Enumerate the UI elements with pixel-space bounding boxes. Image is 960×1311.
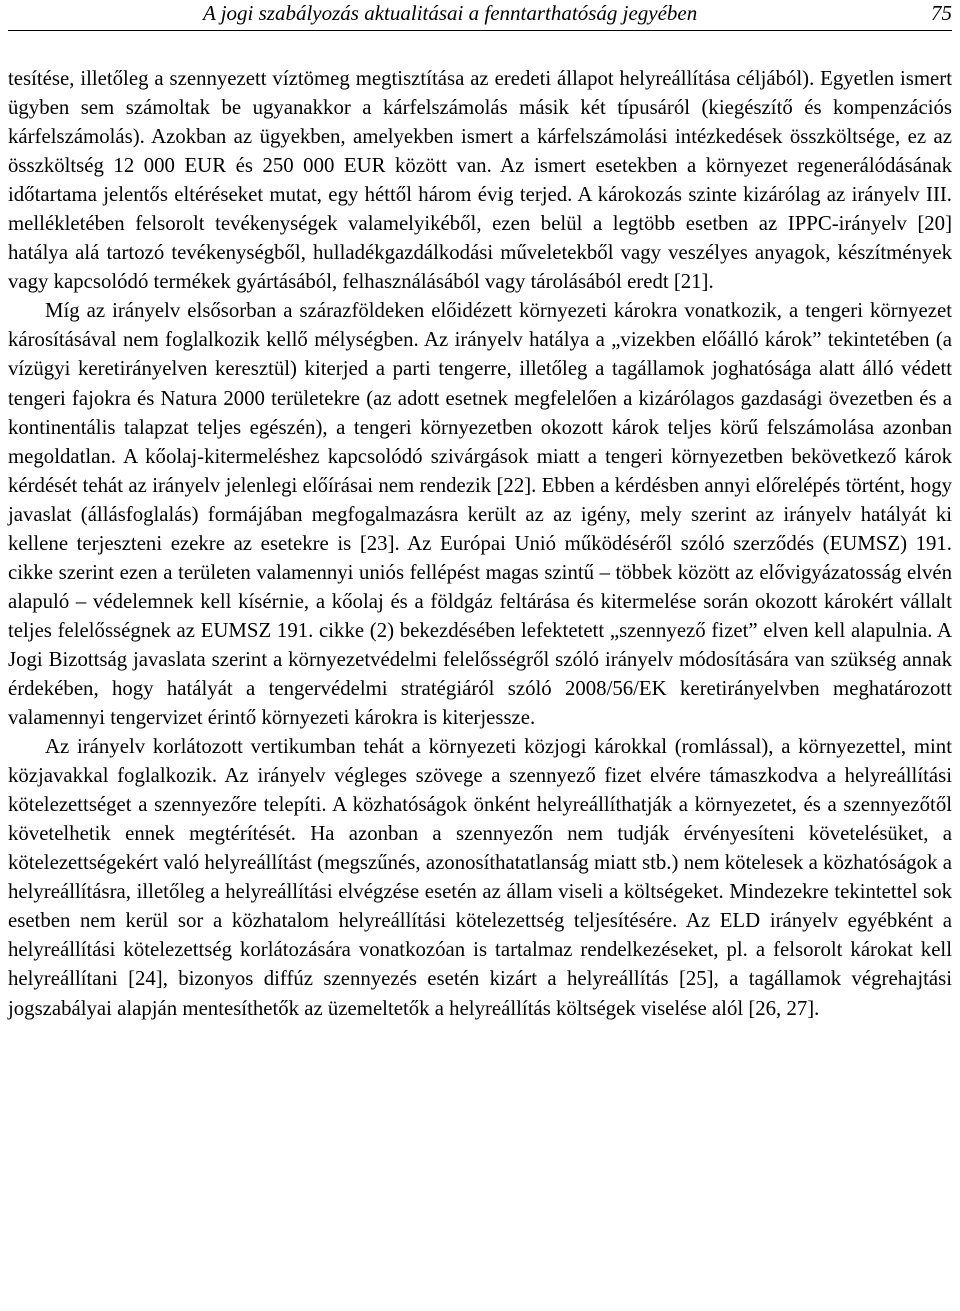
page-number: 75 xyxy=(931,1,952,25)
body-text xyxy=(8,64,952,1023)
running-header xyxy=(8,0,952,26)
header-title: A jogi szabályozás aktualitásai a fenntarthatóság jegyében xyxy=(203,1,698,25)
paragraph: Az irányelv korlátozott vertikumban tehát a környezeti közjogi károkkal (romlással), a környezettel, mint közjavakkal foglalkozik. Az irányelv végleges szövege a szennyező fizet elvére támaszkodva a helyreállítási kötelezettséget a szennyezőre telepíti. A közhatóságok önként helyreállíthatják a környezetet, és a szennyezőtől követelhetik ennek megtérítését. Ha azonban a szennyezőn nem tudják érvényesíteni követelésüket, a kötelezettségekért való helyreállítást (megszűnés, azonosíthatatlanság miatt stb.) nem kötelesek a közhatóságok a helyreállításra, illetőleg a helyreállítási elvégzése esetén az állam viseli a költségeket. Mindezekre tekintettel sok esetben nem kerül sor a közhatalom helyreállítási kötelezettség teljesítésére. Az ELD irányelv egyébként a helyreállítási kötelezettség korlátozására vonatkozóan is tartalmaz rendelkezéseket, pl. a felsorolt károkat kell helyreállítani [24], bizonyos diffúz szennyezés esetén kizárt a helyreállítás [25], a tagállamok végrehajtási jogszabályai alapján mentesíthetők az üzemeltetők a helyreállítás költségek viselése alól [26, 27]. xyxy=(8,735,952,1020)
header-rule xyxy=(8,30,952,31)
paragraph: tesítése, illetőleg a szennyezett víztömeg megtisztítása az eredeti állapot helyreállítása céljából). Egyetlen ismert ügyben sem számoltak be ugyanakkor a kárfelszámolás másik két típusáról (kiegészítő és kompenzációs kárfelszámolás). Azokban az ügyekben, amelyekben ismert a kárfelszámolási intézkedések összköltsége, ez az összköltség 12 000 EUR és 250 000 EUR között van. Az ismert esetekben a környezet regenerálódásának időtartama jelentős eltéréseket mutat, egy héttől három évig terjed. A károkozás szinte kizárólag az irányelv III. mellékletében felsorolt tevékenységek valamelyikéből, ezen belül a legtöbb esetben az IPPC-irányelv [20] hatálya alá tartozó tevékenységből, hulladékgazdálkodási műveletekből vagy veszélyes anyagok, készítmények vagy kapcsolódó termékek gyártásából, felhasználásából vagy tárolásából eredt [21]. xyxy=(8,67,952,294)
paragraph: Míg az irányelv elsősorban a szárazföldeken előidézett környezeti károkra vonatkozik, a tengeri környezet károsításával nem foglalkozik kellő mélységben. Az irányelv hatálya a „vizekben előálló károk” tekintetében (a vízügyi keretirányelven keresztül) kiterjed a parti tengerre, illetőleg a tagállamok joghatósága alatt álló védett tengeri fajokra és Natura 2000 területekre (az adott esetnek megfelelően a kizárólagos gazdasági övezetben és a kontinentális talapzat teljes egészén), a tengeri környezetben okozott károk teljes körű felszámolása azonban megoldatlan. A kőolaj-kitermeléshez kapcsolódó szivárgások miatt a tengeri környezetben bekövetkező károk kérdését tehát az irányelv jelenlegi előírásai nem rendezik [22]. Ebben a kérdésben annyi előrelépés történt, hogy javaslat (állásfoglalás) formájában megfogalmazásra került az az igény, mely szerint az irányelv hatályát ki kellene terjeszteni ezekre az esetekre is [23]. Az Európai Unió működéséről szóló szerződés (EUMSZ) 191. cikke szerint ezen a területen valamennyi uniós fellépést magas szintű – többek között az elővigyázatosság elvén alapuló – védelemnek kell kísérnie, a kőolaj és a földgáz feltárása és kitermelése során okozott károkért vállalt teljes felelősségnek az EUMSZ 191. cikke (2) bekezdésében lefektetett „szennyező fizet” elven kell alapulnia. A Jogi Bizottság javaslata szerint a környezetvédelmi felelősségről szóló irányelv módosítására van szükség annak érdekében, hogy hatályát a tengervédelmi stratégiáról szóló 2008/56/EK keretirányelvben meghatározott valamennyi tengervizet érintő környezeti károkra is kiterjessze. xyxy=(8,299,952,730)
